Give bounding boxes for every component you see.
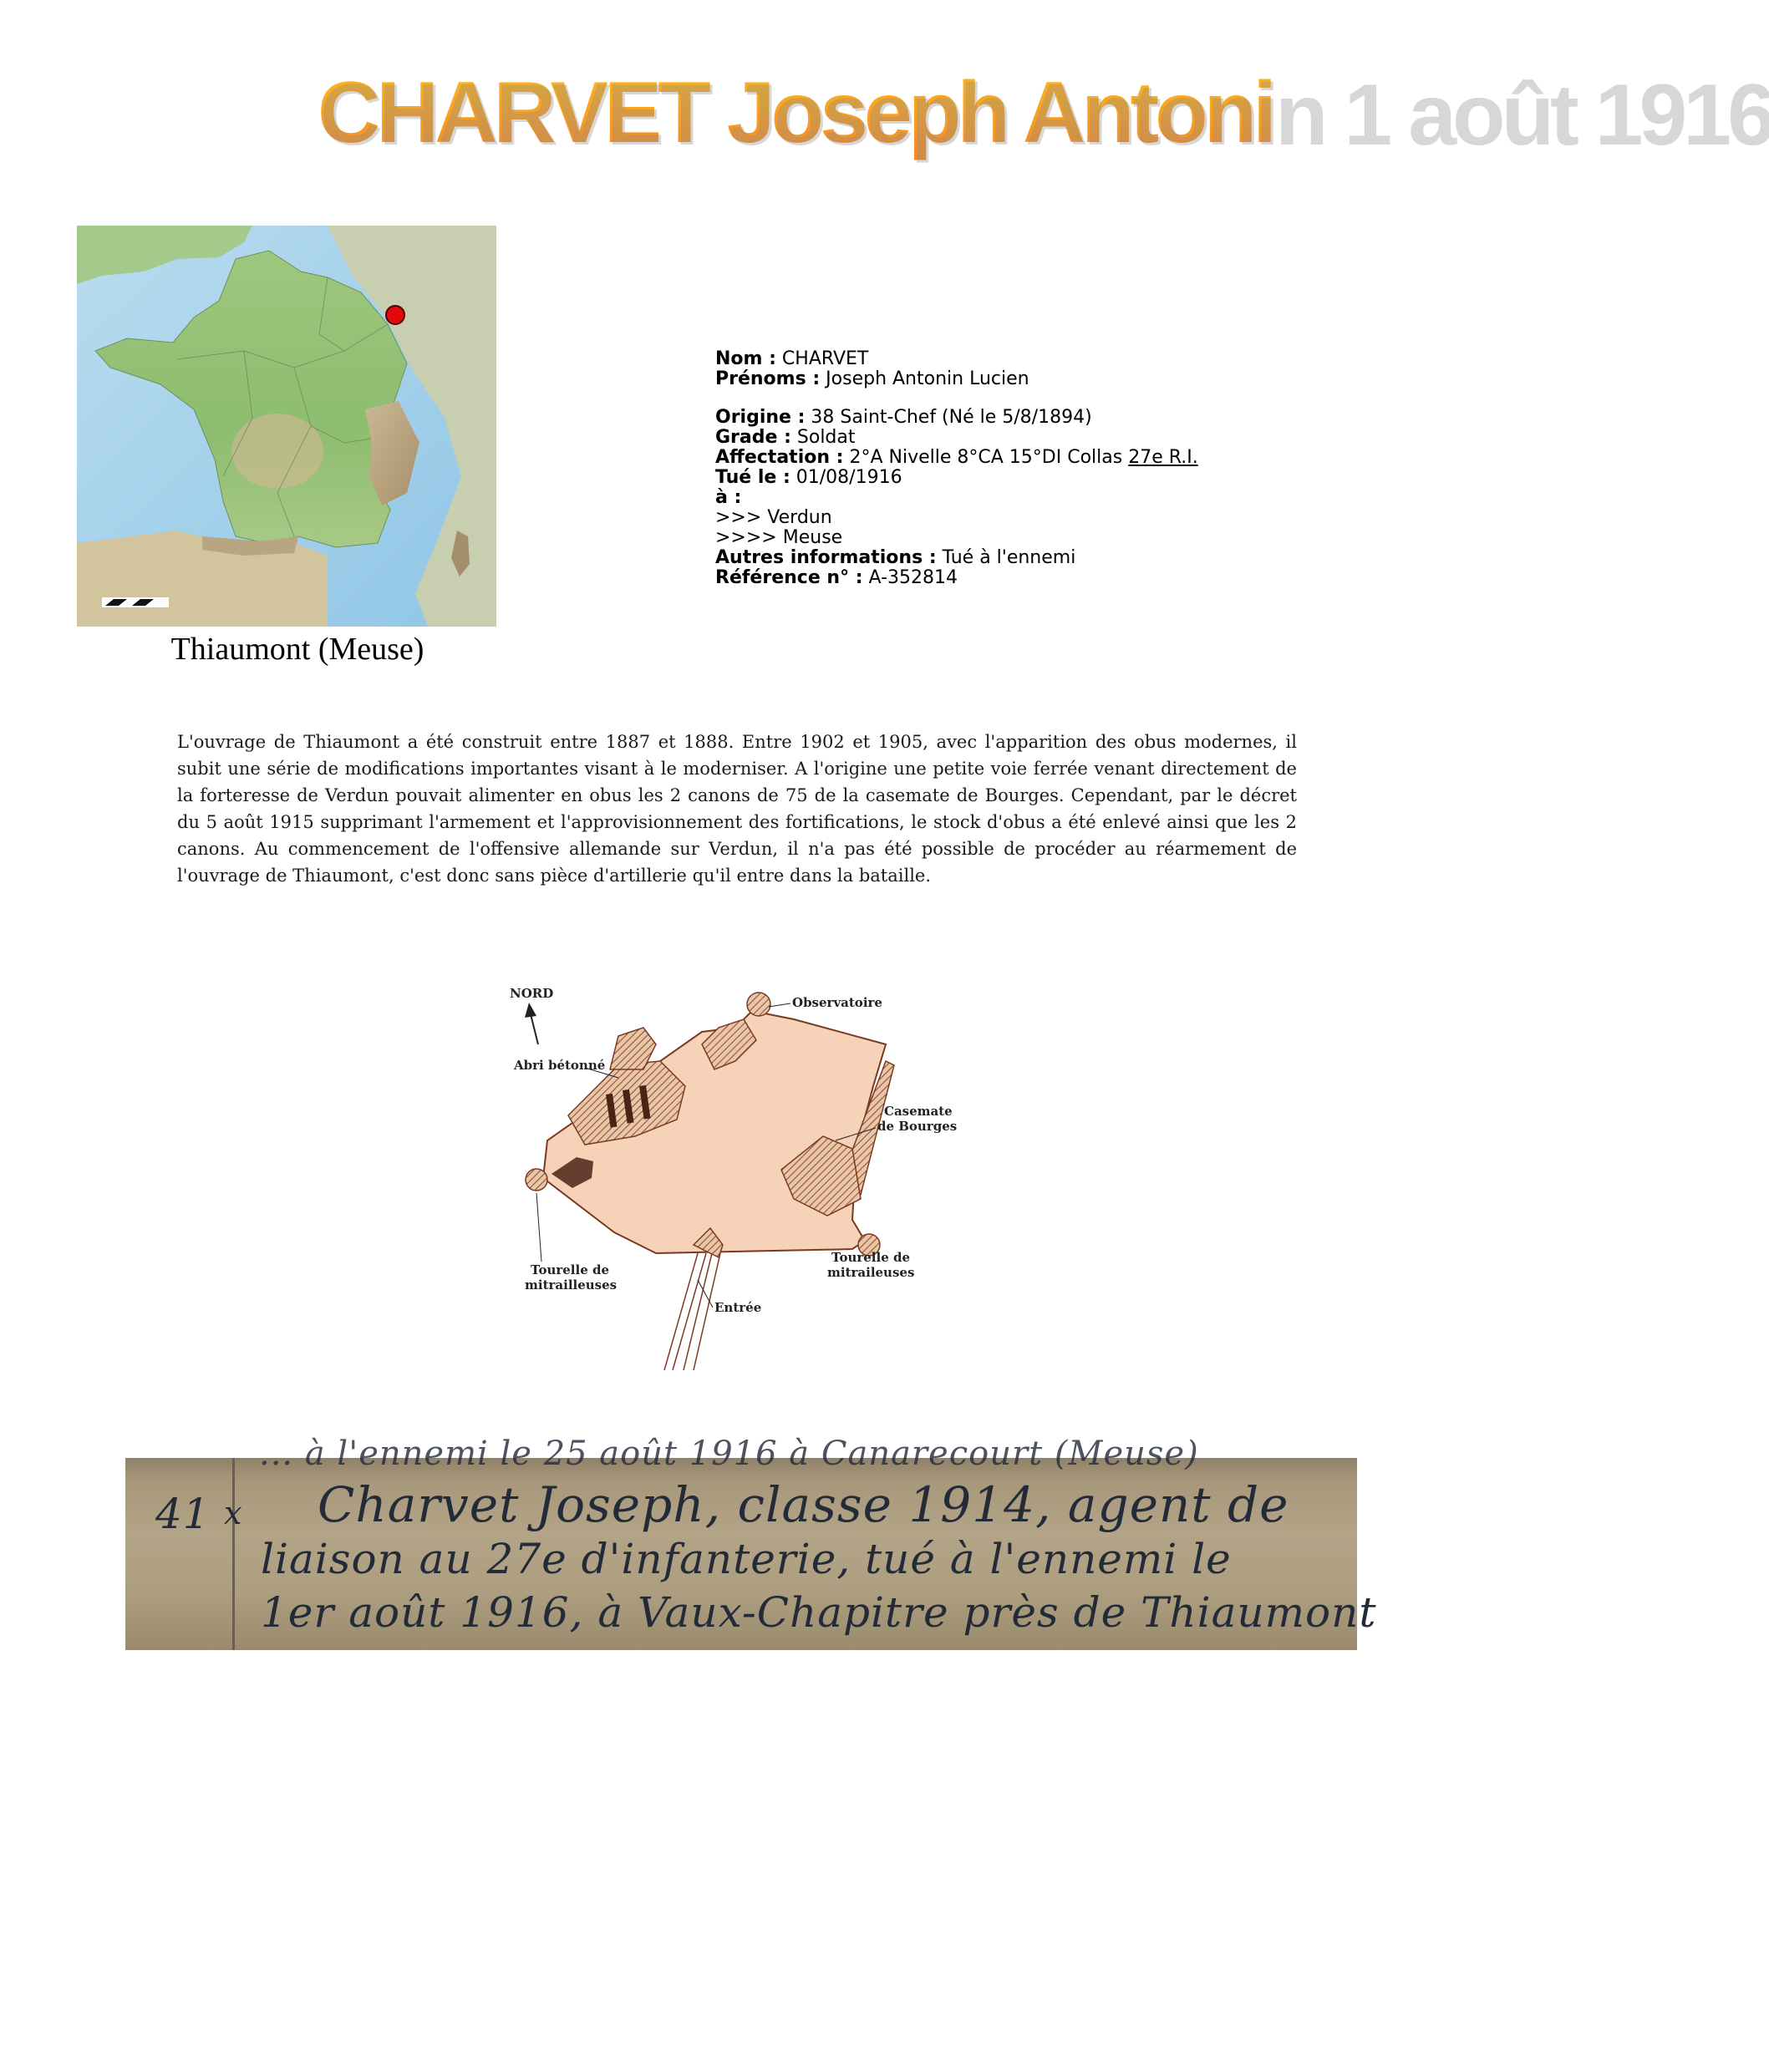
- map-caption: Thiaumont (Meuse): [170, 632, 424, 667]
- label-tourelle-right-2: mitraileuses: [827, 1265, 915, 1280]
- page-title: CHARVET Joseph Antonin 1 août 1916: [318, 50, 1278, 175]
- lieu-label-row: à :: [715, 487, 742, 508]
- label-casemate-2: de Bourges: [877, 1119, 958, 1134]
- register-mark: x: [224, 1495, 243, 1531]
- register-line-1: Charvet Joseph, classe 1914, agent de: [318, 1476, 1289, 1533]
- north-arrow-icon: [525, 1003, 538, 1044]
- soldier-info-block: [715, 349, 1317, 588]
- origine-row: Origine : 38 Saint-Chef (Né le 5/8/1894): [715, 407, 1092, 428]
- autres-row: Autres informations : Tué à l'ennemi: [715, 547, 1076, 568]
- death-register-photo: [125, 1435, 1377, 1650]
- fort-plan-diagram: [493, 969, 994, 1379]
- register-line-2: liaison au 27e d'infanterie, tué à l'ennemi le: [261, 1535, 1232, 1583]
- tue-row: Tué le : 01/08/1916: [715, 467, 902, 488]
- reference-row: Référence n° : A-352814: [715, 567, 958, 588]
- label-tourelle-left-1: Tourelle de: [531, 1262, 609, 1277]
- france-relief-map: [77, 226, 496, 627]
- observatoire-tower: [747, 993, 770, 1016]
- lieu-ville-row: >>> Verdun: [715, 507, 832, 528]
- affectation-row: Affectation : 2°A Nivelle 8°CA 15°DI Collas 27e R.I.: [715, 447, 1198, 468]
- label-tourelle-left-2: mitrailleuses: [525, 1277, 618, 1292]
- history-paragraph: L'ouvrage de Thiaumont a été construit entre 1887 et 1888. Entre 1902 et 1905, avec l'apparition des obus modernes, il subit une série de modifications importantes visant à le moderniser. A l'origine une petite voie ferrée venant directement de la forteresse de Verdun pouvait alimenter en obus les 2 canons de 75 de la casemate de Bourges. Cependant, par le décret du 5 août 1915 supprimant l'armement et l'approvisionnement des fortifications, le stock d'obus a été enlevé ainsi que les 2 canons. Au commencement de l'offensive allemande sur Verdun, il n'a pas été possible de procéder au réarmement de l'ouvrage de Thiaumont, c'est donc sans pièce d'artillerie qu'il entre dans la bataille.: [177, 732, 1297, 886]
- scale-bar: [102, 597, 169, 607]
- location-marker-icon: [386, 306, 404, 324]
- tourelle-left: [526, 1169, 547, 1191]
- prenoms-row: Prénoms : Joseph Antonin Lucien: [715, 368, 1029, 389]
- register-line-3: 1er août 1916, à Vaux-Chapitre près de Thiaumont: [261, 1588, 1377, 1637]
- grade-row: Grade : Soldat: [715, 427, 856, 448]
- label-casemate-1: Casemate: [884, 1104, 953, 1119]
- nom-row: Nom : CHARVET: [715, 348, 869, 369]
- margin-rule: [232, 1458, 235, 1650]
- regiment-link[interactable]: 27e R.I.: [1128, 447, 1198, 468]
- label-entree: Entrée: [714, 1300, 762, 1315]
- label-tourelle-right-1: Tourelle de: [831, 1250, 910, 1265]
- label-abri: Abri bétonné: [514, 1058, 606, 1073]
- lieu-departement-row: >>>> Meuse: [715, 527, 843, 548]
- label-nord: NORD: [510, 986, 554, 1001]
- register-number: 41: [155, 1490, 211, 1538]
- label-observatoire: Observatoire: [792, 995, 882, 1010]
- register-line-0: ... à l'ennemi le 25 août 1916 à Canarecourt (Meuse): [259, 1435, 1199, 1473]
